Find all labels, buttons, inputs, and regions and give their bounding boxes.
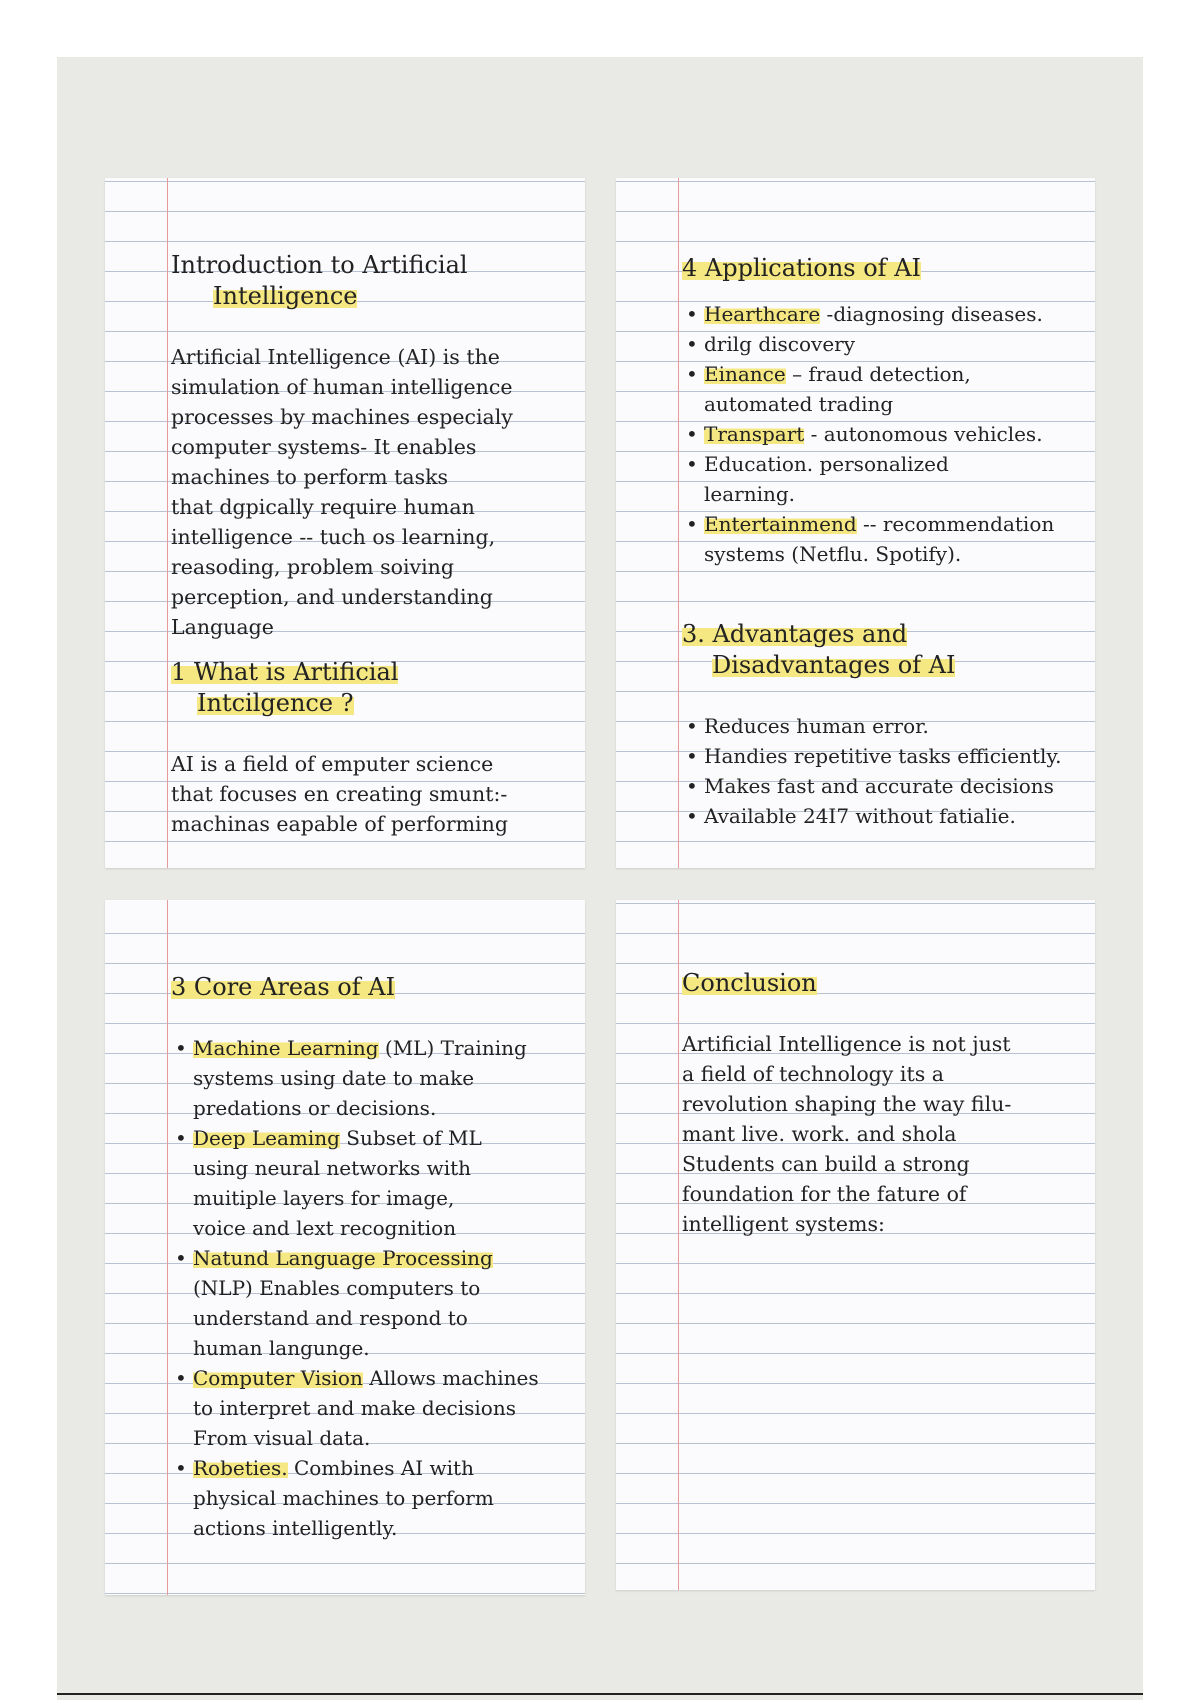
list-item: • Machine Learning (ML) Training <box>171 1033 575 1063</box>
list-item: • Transpart - autonomous vehicles. <box>682 419 1085 449</box>
note-card-core-areas <box>105 900 585 1595</box>
list-item-cont: systems (Netflu. Spotify). <box>704 542 962 566</box>
list-item-cont: physical machines to perform <box>193 1486 494 1510</box>
section-title: 1 What is Artificial <box>171 658 399 686</box>
text-line: that focuses en creating smunt:- <box>171 782 508 806</box>
bottom-divider <box>57 1693 1143 1695</box>
list-item: • Computer Vision Allows machines <box>171 1363 575 1393</box>
text-line: simulation of human intelligence <box>171 375 513 399</box>
advantages-title: 3. Advantages and <box>682 620 908 648</box>
list-item: • Einance – fraud detection, <box>682 359 1085 389</box>
text-line: intelligence -- tuch os learning, <box>171 525 496 549</box>
note-card-applications <box>616 178 1095 868</box>
list-item-cont: systems using date to make <box>193 1066 475 1090</box>
text-line: Artificial Intelligence (AI) is the <box>171 345 500 369</box>
list-item: • Handies repetitive tasks efficiently. <box>682 741 1085 771</box>
list-item-cont: automated trading <box>704 392 894 416</box>
text-line: machinas eapable of performing <box>171 812 508 836</box>
applications-list <box>682 299 1085 569</box>
list-item: • Makes fast and accurate decisions <box>682 771 1085 801</box>
list-item-cont: actions intelligently. <box>193 1516 398 1540</box>
list-item: • Hearthcare -diagnosing diseases. <box>682 299 1085 329</box>
card-title-highlight: Intelligence <box>213 282 358 310</box>
list-item: • Deep Leaming Subset of ML <box>171 1123 575 1153</box>
text-line: foundation for the fature of <box>682 1182 967 1206</box>
core-areas-title: 3 Core Areas of AI <box>171 973 396 1001</box>
text-line: computer systems- It enables <box>171 435 477 459</box>
text-line: that dgpically require human <box>171 495 475 519</box>
list-item: • Robeties. Combines AI with <box>171 1453 575 1483</box>
text-line: perception, and understanding <box>171 585 493 609</box>
list-item-cont: using neural networks with <box>193 1156 472 1180</box>
list-item-cont: muitiple layers for image, <box>193 1186 455 1210</box>
list-item-cont: From visual data. <box>193 1426 371 1450</box>
text-line: Artificial Intelligence is not just <box>682 1032 1011 1056</box>
advantages-list <box>682 711 1085 831</box>
advantages-title-cont: Disadvantages of AI <box>712 651 956 679</box>
list-item-cont: understand and respond to <box>193 1306 468 1330</box>
list-item: • Entertainmend -- recommendation <box>682 509 1085 539</box>
list-item-cont: • drilg discovery <box>682 329 1085 359</box>
text-line: Language <box>171 615 274 639</box>
text-line: reasoding, problem soiving <box>171 555 454 579</box>
list-item-cont: (NLP) Enables computers to <box>193 1276 481 1300</box>
note-card-introduction <box>105 178 585 868</box>
text-line: processes by machines especialy <box>171 405 513 429</box>
section-title-cont: Intcilgence ? <box>197 689 354 717</box>
list-item-cont: to interpret and make decisions <box>193 1396 516 1420</box>
text-line: Students can build a strong <box>682 1152 970 1176</box>
core-areas-list <box>171 1033 575 1543</box>
text-line: revolution shaping the way filu- <box>682 1092 1012 1116</box>
conclusion-title: Conclusion <box>682 969 817 997</box>
list-item: • Reduces human error. <box>682 711 1085 741</box>
list-item-cont: voice and lext recognition <box>193 1216 457 1240</box>
text-line: a field of technology its a <box>682 1062 944 1086</box>
list-item: • Natund Language Processing <box>171 1243 575 1273</box>
text-line: intelligent systems: <box>682 1212 885 1236</box>
intro-paragraph <box>171 342 575 642</box>
list-item-cont: predations or decisions. <box>193 1096 437 1120</box>
list-item-cont: human langunge. <box>193 1336 370 1360</box>
conclusion-body <box>682 1029 1085 1239</box>
applications-title: 4 Applications of AI <box>682 254 922 282</box>
list-item-cont: learning. <box>704 482 796 506</box>
list-item: • Education. personalized <box>682 449 1085 479</box>
section-body <box>171 749 575 839</box>
card-title: Introduction to Artificial <box>171 251 468 279</box>
text-line: machines to perform tasks <box>171 465 449 489</box>
note-card-conclusion <box>616 900 1095 1590</box>
list-item: • Available 24I7 without fatialie. <box>682 801 1085 831</box>
text-line: mant live. work. and shola <box>682 1122 957 1146</box>
text-line: AI is a field of emputer science <box>171 752 494 776</box>
